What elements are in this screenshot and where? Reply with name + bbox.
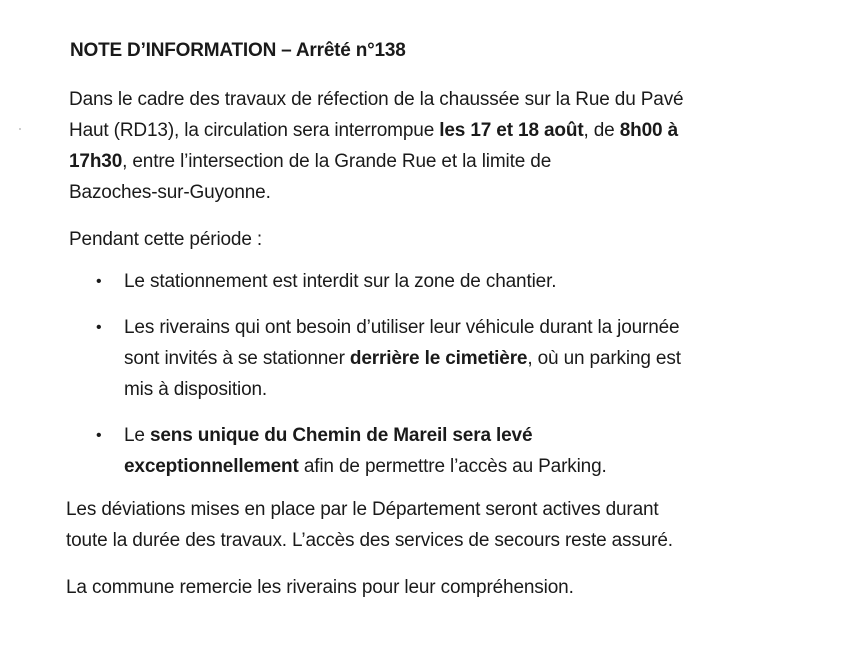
intro-paragraph <box>69 84 789 208</box>
bullet-3-line-2 <box>124 451 784 482</box>
bullet-3-line-2-text: afin de permettre l’accès au Parking. <box>298 456 607 477</box>
intro-line-2-text: Haut (RD13), la circulation sera interrompue <box>69 120 440 141</box>
intro-line-1: Dans le cadre des travaux de réfection de la chaussée sur la Rue du Pavé <box>69 89 684 110</box>
closure-end-time: 17h30 <box>69 151 123 172</box>
intro-line-3 <box>69 146 789 177</box>
detours-line-1: Les déviations mises en place par le Département seront actives durant <box>66 499 659 520</box>
bullet-icon: • <box>96 273 102 290</box>
thanks-paragraph: La commune remercie les riverains pour leur compréhension. <box>66 577 574 598</box>
bullet-2-line-3: mis à disposition. <box>124 379 268 400</box>
document-title: NOTE D’INFORMATION – Arrêté n°138 <box>70 40 406 61</box>
scan-speck <box>19 128 21 130</box>
detours-line-2: toute la durée des travaux. L’accès des services de secours reste assuré. <box>66 530 673 551</box>
bullet-2-line-2 <box>124 343 784 374</box>
bullet-icon: • <box>96 319 102 336</box>
one-way-lifted: sens unique du Chemin de Mareil sera levé <box>149 425 533 446</box>
closure-start-time: 8h00 à <box>619 120 678 141</box>
bullet-3-line-1-text: Le <box>124 425 150 446</box>
bullet-3-line-1 <box>124 420 784 451</box>
bullet-2-line-1: Les riverains qui ont besoin d’utiliser leur véhicule durant la journée <box>124 317 680 338</box>
list-item <box>96 420 784 482</box>
intro-line-2-sep: , de <box>583 120 620 141</box>
list-item <box>96 266 784 297</box>
closure-dates: les 17 et 18 août <box>439 120 584 141</box>
bullet-icon: • <box>96 427 102 444</box>
bullet-1-text: Le stationnement est interdit sur la zone de chantier. <box>124 271 557 292</box>
exceptionally: exceptionnellement <box>124 456 299 477</box>
intro-line-3-text: , entre l’intersection de la Grande Rue et la limite de <box>122 151 552 172</box>
detours-paragraph <box>66 494 806 556</box>
list-item <box>96 312 784 405</box>
intro-line-4: Bazoches-sur-Guyonne. <box>69 182 271 203</box>
parking-location: derrière le cimetière <box>349 348 528 369</box>
bullet-2-line-2-end: , où un parking est <box>527 348 681 369</box>
bullet-2-line-2-text: sont invités à se stationner <box>124 348 350 369</box>
intro-line-2 <box>69 115 789 146</box>
period-paragraph: Pendant cette période : <box>69 229 263 250</box>
